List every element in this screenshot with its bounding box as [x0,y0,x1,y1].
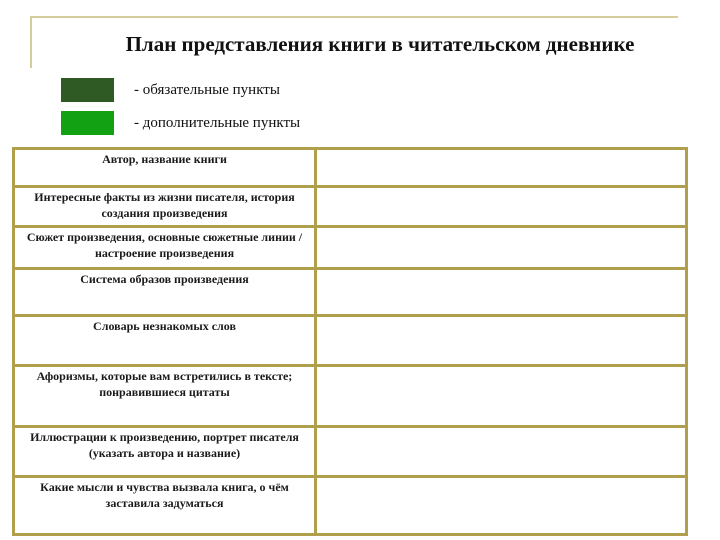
row-value-cell[interactable] [316,316,687,366]
row-value-cell[interactable] [316,477,687,535]
row-label: Автор, название книги [14,149,316,187]
table-row [14,316,687,366]
table-row [14,427,687,477]
row-value-cell[interactable] [316,227,687,269]
legend-item-mandatory [61,78,280,102]
table-row [14,227,687,269]
legend-swatch-mandatory [61,78,114,102]
row-label: Афоризмы, которые вам встретились в тексте; понравившиеся цитаты [14,366,316,427]
row-label: Интересные факты из жизни писателя, история создания произведения [14,187,316,227]
row-label: Словарь незнакомых слов [14,316,316,366]
table-row [14,269,687,316]
row-value-cell[interactable] [316,149,687,187]
legend-swatch-optional [61,111,114,135]
row-label: Иллюстрации к произведению, портрет писателя (указать автора и название) [14,427,316,477]
row-label: Система образов произведения [14,269,316,316]
legend-item-optional [61,111,300,135]
row-value-cell[interactable] [316,366,687,427]
row-label: Какие мысли и чувства вызвала книга, о чём заставила задуматься [14,477,316,535]
row-label: Сюжет произведения, основные сюжетные линии / настроение произведения [14,227,316,269]
row-value-cell[interactable] [316,269,687,316]
frame-top-line [30,16,678,18]
table-row [14,187,687,227]
row-value-cell[interactable] [316,427,687,477]
table-row [14,149,687,187]
legend-text-optional: - дополнительные пункты [134,114,301,131]
table-row [14,366,687,427]
page-title: План представления книги в читательском дневнике [125,32,635,56]
legend-text-mandatory: - обязательные пункты [134,81,280,98]
row-value-cell[interactable] [316,187,687,227]
plan-table [12,147,688,536]
table-row [14,477,687,535]
